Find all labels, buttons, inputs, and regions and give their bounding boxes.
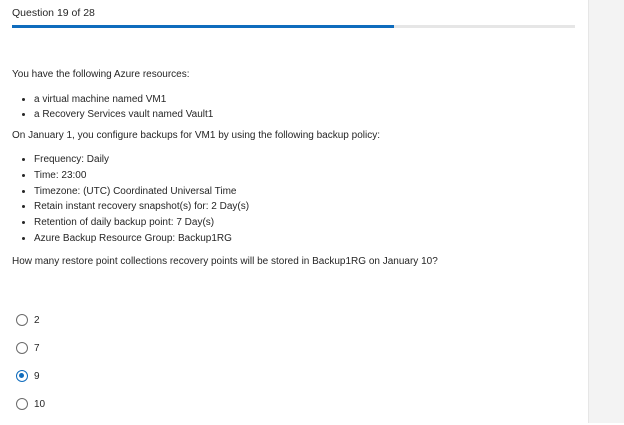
- answer-option-10[interactable]: [16, 397, 316, 411]
- question-counter: Question 19 of 28: [12, 7, 95, 19]
- answer-option-7[interactable]: [16, 341, 316, 355]
- side-panel: [588, 0, 624, 423]
- policy-item: • Frequency: Daily: [34, 152, 572, 168]
- resource-list: [12, 92, 572, 122]
- answer-option-label: 2: [34, 314, 40, 326]
- answer-option-label: 7: [34, 342, 40, 354]
- progress-bar-fill: [12, 25, 394, 28]
- policy-item: • Timezone: (UTC) Coordinated Universal Time: [34, 184, 572, 200]
- radio-button[interactable]: [16, 370, 28, 382]
- answer-option-2[interactable]: [16, 313, 316, 327]
- radio-button[interactable]: [16, 314, 28, 326]
- answer-option-label: 10: [34, 398, 46, 410]
- policy-item: • Retain instant recovery snapshot(s) for: 2 Day(s): [34, 199, 572, 215]
- policy-item: • Retention of daily backup point: 7 Day(s): [34, 215, 572, 231]
- radio-button[interactable]: [16, 398, 28, 410]
- resource-item: • a virtual machine named VM1: [34, 92, 572, 107]
- policy-item: • Time: 23:00: [34, 168, 572, 184]
- question-body: [12, 68, 572, 269]
- radio-button[interactable]: [16, 342, 28, 354]
- policy-item: • Azure Backup Resource Group: Backup1RG: [34, 231, 572, 247]
- policy-intro: On January 1, you configure backups for VM1 by using the following backup policy:: [12, 130, 380, 141]
- resource-item: • a Recovery Services vault named Vault1: [34, 107, 572, 122]
- answer-option-9[interactable]: [16, 369, 316, 383]
- answer-option-label: 9: [34, 370, 40, 382]
- policy-list: [12, 152, 572, 247]
- progress-bar: [12, 25, 575, 28]
- question-intro: You have the following Azure resources:: [12, 69, 190, 80]
- question-prompt: How many restore point collections recovery points will be stored in Backup1RG on January 10?: [12, 255, 438, 267]
- answer-options: [16, 313, 316, 425]
